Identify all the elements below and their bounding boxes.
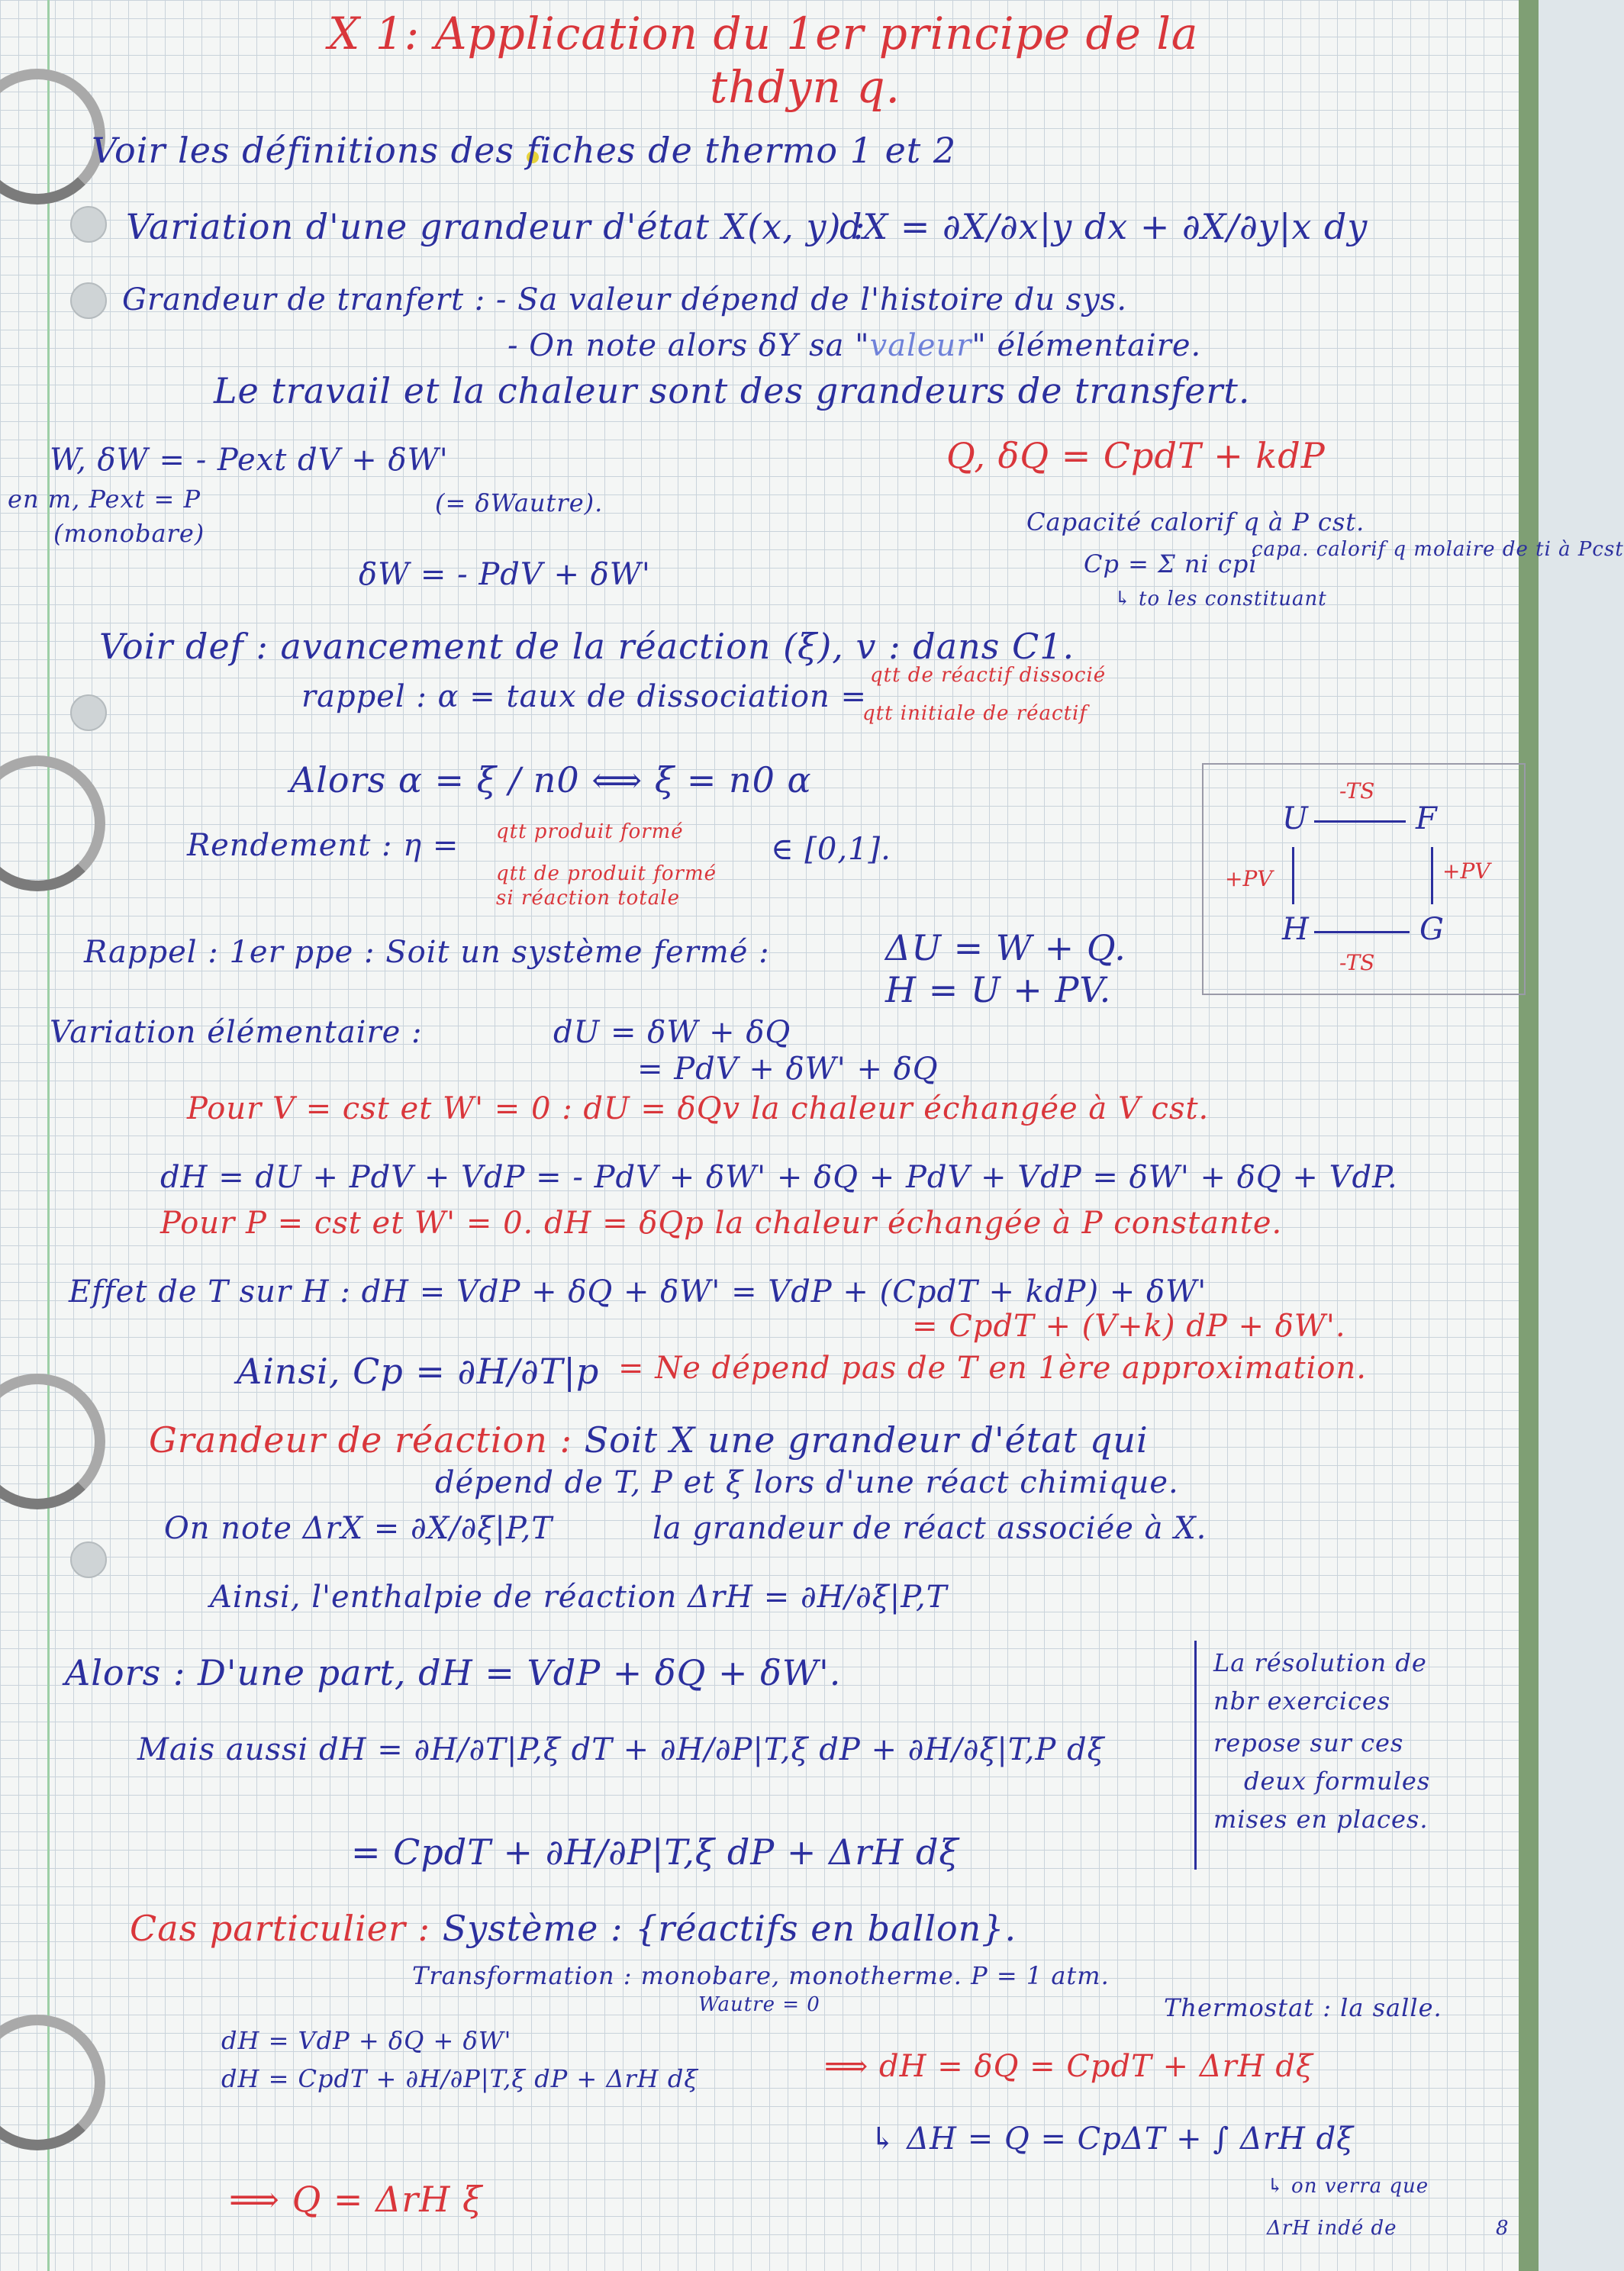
grandeur-associee: la grandeur de réact associée à X. xyxy=(652,1511,1207,1546)
cp-note-2: Cp = Σ ni cpi xyxy=(1084,549,1258,578)
transfert-line-2: - On note alors δY sa "valeur" élémentaire. xyxy=(508,328,1202,363)
work-formula: W, δW = - Pext dV + δW' xyxy=(50,443,449,478)
diagram-top-label: -TS xyxy=(1339,778,1375,804)
delta-u-formula: ΔU = W + Q. xyxy=(885,927,1126,968)
rendement-denominator-1: qtt de produit formé xyxy=(496,862,717,885)
mais-aussi-line: Mais aussi dH = ∂H/∂T|P,ξ dT + ∂H/∂P|T,ξ dP + ∂H/∂ξ|T,P dξ xyxy=(137,1732,1105,1767)
work-autre: (= δWautre). xyxy=(435,488,604,517)
side-note-2: nbr exercices xyxy=(1213,1686,1391,1715)
side-note-4: deux formules xyxy=(1244,1767,1431,1796)
effet-t-line: Effet de T sur H : dH = VdP + δQ + δW' = VdP + (CpdT + kdP) + δW' xyxy=(69,1274,1207,1309)
transfert-line-1: Grandeur de tranfert : - Sa valeur dépend de l'histoire du sys. xyxy=(122,282,1128,317)
ainsi-cp: Ainsi, Cp = ∂H/∂T|p xyxy=(237,1351,600,1392)
transformation-line: Transformation : monobare, monotherme. P = 1 atm. xyxy=(412,1961,1110,1990)
variation-formula: dX = ∂X/∂x|y dx + ∂X/∂y|x dy xyxy=(839,206,1368,247)
work-monobare: δW = - PdV + δW' xyxy=(359,557,651,592)
diagram-bottom-label: -TS xyxy=(1339,950,1375,975)
punch-hole xyxy=(70,1541,107,1578)
diagram-left-label: +PV xyxy=(1225,866,1273,891)
depend-line: dépend de T, P et ξ lors d'une réact chimique. xyxy=(435,1465,1179,1500)
heat-formula: Q, δQ = CpdT + kdP xyxy=(946,435,1326,476)
diagram-u: U xyxy=(1282,801,1308,836)
alpha-numerator: qtt de réactif dissocié xyxy=(870,664,1107,687)
rendement-range: ∈ [0,1]. xyxy=(771,832,891,867)
on-verra-que: ↳ on verra que xyxy=(1267,2175,1429,2198)
thermostat-line: Thermostat : la salle. xyxy=(1164,1993,1442,2022)
diagram-h: H xyxy=(1282,912,1309,947)
punch-hole xyxy=(70,282,107,319)
bottom-note: ΔrH indé de xyxy=(1267,2217,1397,2240)
cp-note-3: capa. calorif q molaire de ti à Pcst xyxy=(1252,538,1624,561)
rendement-denominator-2: si réaction totale xyxy=(496,887,680,910)
rappel-1er-principe: Rappel : 1er ppe : Soit un système fermé : xyxy=(84,935,770,970)
grandeur-reaction-line: Grandeur de réaction : Soit X une grandeur d'état qui xyxy=(149,1419,1149,1461)
page-number: 8 xyxy=(1496,2217,1510,2240)
du-line-2: = PdV + δW' + δQ xyxy=(637,1052,939,1087)
v-constant-line: Pour V = cst et W' = 0 : dU = δQv la chaleur échangée à V cst. xyxy=(187,1091,1210,1126)
binder-ring-icon xyxy=(0,2015,105,2150)
rappel-alpha: rappel : α = taux de dissociation = xyxy=(301,679,867,714)
monobare-line-2: (monobare) xyxy=(53,519,205,548)
variation-label: Variation d'une grandeur d'état X(x, y) : xyxy=(126,206,866,247)
w-autre-note: Wautre = 0 xyxy=(698,1993,820,2016)
du-line-1: dU = δW + δQ xyxy=(553,1015,791,1050)
diagram-right-label: +PV xyxy=(1442,858,1490,884)
diagram-f: F xyxy=(1416,801,1437,836)
implies-line-1: ⟹ dH = δQ = CpdT + ΔrH dξ xyxy=(824,2049,1313,2084)
system-eq-1: dH = VdP + δQ + δW' xyxy=(221,2026,512,2055)
implies-line-2: ↳ ΔH = Q = CpΔT + ∫ ΔrH dξ xyxy=(870,2121,1355,2157)
arrow-u-f xyxy=(1314,820,1406,823)
punch-hole xyxy=(70,206,107,243)
variation-elementaire: Variation élémentaire : xyxy=(50,1015,423,1050)
p-constant-line: Pour P = cst et W' = 0. dH = δQp la chaleur échangée à P constante. xyxy=(160,1206,1283,1241)
dh-line: dH = dU + PdV + VdP = - PdV + δW' + δQ + PdV + VdP = δW' + δQ + VdP. xyxy=(160,1160,1398,1195)
alors-alpha: Alors α = ξ / n0 ⟺ ξ = n0 α xyxy=(290,759,812,800)
title-line-2: thdyn q. xyxy=(710,61,901,113)
side-note-3: repose sur ces xyxy=(1213,1728,1404,1757)
avancement-line: Voir def : avancement de la réaction (ξ), v : dans C1. xyxy=(99,626,1075,667)
effet-t-line-2: = CpdT + (V+k) dP + δW'. xyxy=(912,1309,1346,1344)
enthalpie-reaction: Ainsi, l'enthalpie de réaction ΔrH = ∂H/∂ξ|P,T xyxy=(210,1580,948,1615)
rendement-numerator: qtt produit formé xyxy=(496,820,684,843)
cp-note-1: Capacité calorif q à P cst. xyxy=(1026,507,1365,536)
system-eq-2: dH = CpdT + ∂H/∂P|T,ξ dP + ΔrH dξ xyxy=(221,2064,698,2093)
punch-hole xyxy=(70,694,107,731)
cas-particulier-line: Cas particulier : Système : {réactifs en ballon}. xyxy=(130,1908,1017,1949)
diagram-g: G xyxy=(1419,912,1444,947)
arrow-f-g xyxy=(1431,847,1433,904)
arrow-u-h xyxy=(1292,847,1294,904)
side-note-5: mises en places. xyxy=(1213,1805,1429,1834)
binder-ring-icon xyxy=(0,69,105,205)
h-definition: H = U + PV. xyxy=(885,969,1112,1010)
margin-line xyxy=(47,0,50,2271)
background-edge xyxy=(1519,0,1539,2271)
ne-depend-pas: = Ne dépend pas de T en 1ère approximation. xyxy=(618,1351,1367,1386)
final-q-line: ⟹ Q = ΔrH ξ xyxy=(229,2179,483,2220)
binder-ring-icon xyxy=(0,755,105,891)
arrow-h-g xyxy=(1314,931,1410,933)
alors-part-line: Alors : D'une part, dH = VdP + δQ + δW'. xyxy=(65,1652,842,1693)
side-note-bar xyxy=(1194,1641,1197,1870)
side-note-1: La résolution de xyxy=(1213,1648,1427,1677)
rendement-label: Rendement : η = xyxy=(187,828,459,863)
title-line-1: X 1: Application du 1er principe de la xyxy=(328,8,1199,60)
equals-line: = CpdT + ∂H/∂P|T,ξ dP + ΔrH dξ xyxy=(351,1831,959,1873)
alpha-denominator: qtt initiale de réactif xyxy=(862,702,1088,725)
cp-note-4: ↳ to les constituant xyxy=(1114,588,1327,610)
on-note-line: On note ΔrX = ∂X/∂ξ|P,T xyxy=(164,1511,553,1546)
monobare-line-1: en m, Pext = P xyxy=(8,485,201,514)
voir-definitions: Voir les définitions des fiches de thermo 1 et 2 xyxy=(92,130,957,171)
binder-ring-icon xyxy=(0,1374,105,1509)
travail-chaleur-line: Le travail et la chaleur sont des grandeurs de transfert. xyxy=(214,370,1251,411)
